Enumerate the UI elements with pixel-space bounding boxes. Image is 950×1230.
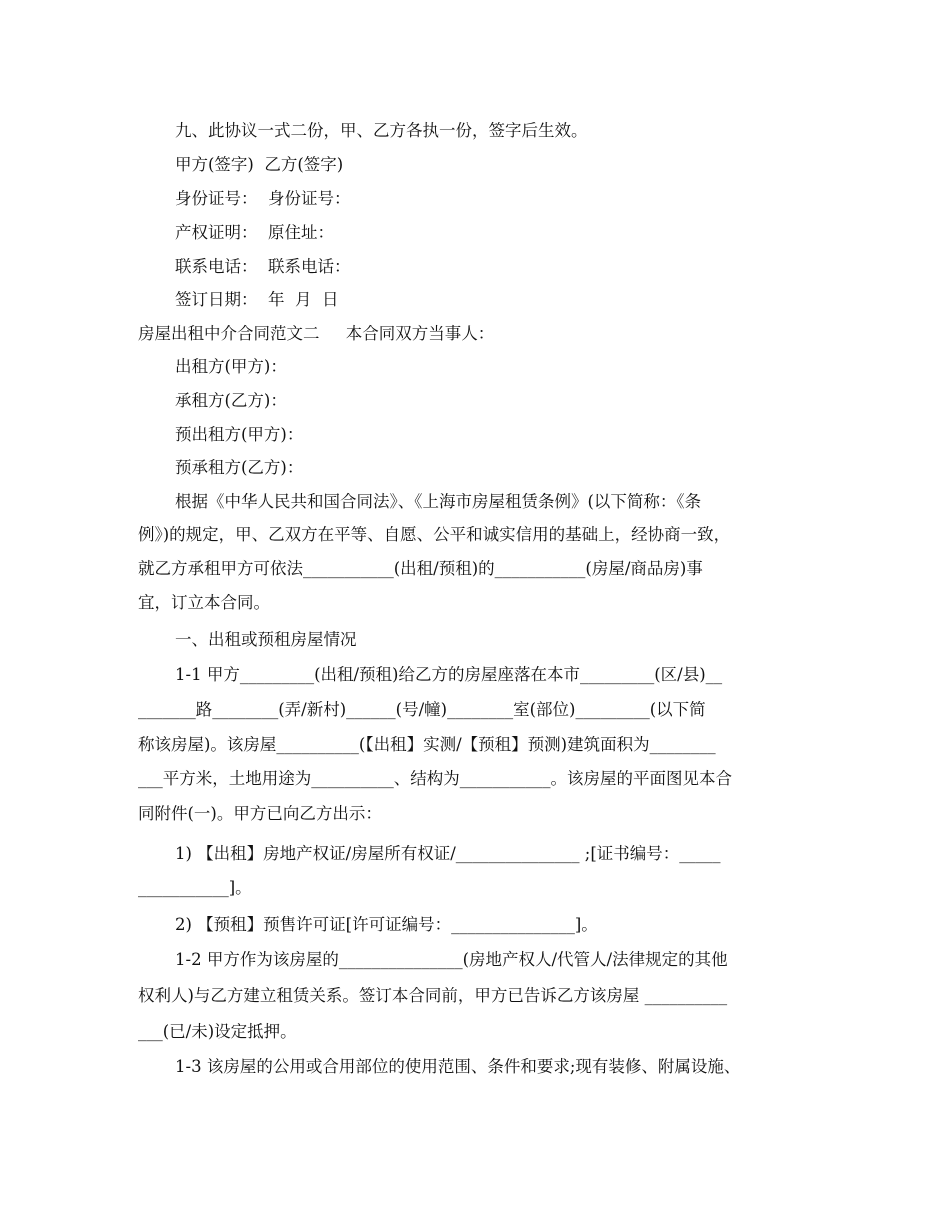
- line-preamble-2: 例》)的规定，甲、乙双方在平等、自愿、公平和诚实信用的基础上，经协商一致，: [138, 525, 731, 544]
- line-lessor: 出租方(甲方)：: [175, 357, 287, 376]
- line-signatures: 甲方(签字) 乙方(签字): [175, 155, 344, 174]
- line-pre-lessee: 预承租方(乙方)：: [175, 458, 304, 477]
- line-preamble-1: 根据《中华人民共和国合同法》、《上海市房屋租赁条例》(以下简称：《条: [175, 492, 702, 511]
- line-1-1-item1-b: ___________]。: [138, 878, 252, 897]
- line-sign-date: 签订日期： 年 月 日: [175, 290, 339, 309]
- line-pre-lessor: 预出租方(甲方)：: [175, 425, 304, 444]
- line-1-1-b: _______路________(弄/新村)______(号/幢)________室(部位)_________(以下简: [138, 700, 706, 719]
- line-1-1-e: 同附件(一)。甲方已向乙方出示：: [138, 804, 382, 823]
- line-preamble-3: 就乙方承租甲方可依法___________(出租/预租)的___________(房屋/商品房)事: [138, 559, 703, 578]
- line-contract-title: 房屋出租中介合同范文二 本合同双方当事人：: [138, 324, 495, 343]
- line-1-1-item1-a: 1) 【出租】房地产权证/房屋所有权证/_______________ ;[证书编号：_____: [175, 844, 721, 863]
- line-1-1-c: 称该房屋)。该房屋__________(【出租】实测/【预租】预测)建筑面积为________: [138, 735, 716, 754]
- line-phones: 联系电话： 联系电话：: [175, 257, 351, 276]
- line-1-2-c: ___(已/未)设定抵押。: [138, 1022, 297, 1041]
- line-clause-9: 九、此协议一式二份，甲、乙方各执一份，签字后生效。: [175, 121, 588, 140]
- line-1-1-d: ___平方米，土地用途为__________、结构为___________。该房屋的平面图见本合: [138, 769, 732, 788]
- line-1-2-a: 1-2 甲方作为该房屋的_______________(房地产权人/代管人/法律规定的其他: [175, 950, 728, 969]
- line-1-2-b: 权利人)与乙方建立租赁关系。签订本合同前，甲方已告诉乙方该房屋 __________: [138, 986, 728, 1005]
- line-1-3-a: 1-3 该房屋的公用或合用部位的使用范围、条件和要求;现有装修、附属设施、: [175, 1057, 741, 1076]
- line-property-proof: 产权证明： 原住址：: [175, 223, 334, 242]
- line-id-numbers: 身份证号： 身份证号：: [175, 189, 351, 208]
- line-section-1-heading: 一、出租或预租房屋情况: [175, 630, 357, 649]
- line-1-1-item2: 2) 【预租】预售许可证[许可证编号：_______________]。: [175, 915, 598, 934]
- line-lessee: 承租方(乙方)：: [175, 391, 287, 410]
- line-preamble-4: 宜，订立本合同。: [138, 593, 270, 612]
- line-1-1-a: 1-1 甲方_________(出租/预租)给乙方的房屋座落在本市_________(区/县)__: [175, 665, 723, 684]
